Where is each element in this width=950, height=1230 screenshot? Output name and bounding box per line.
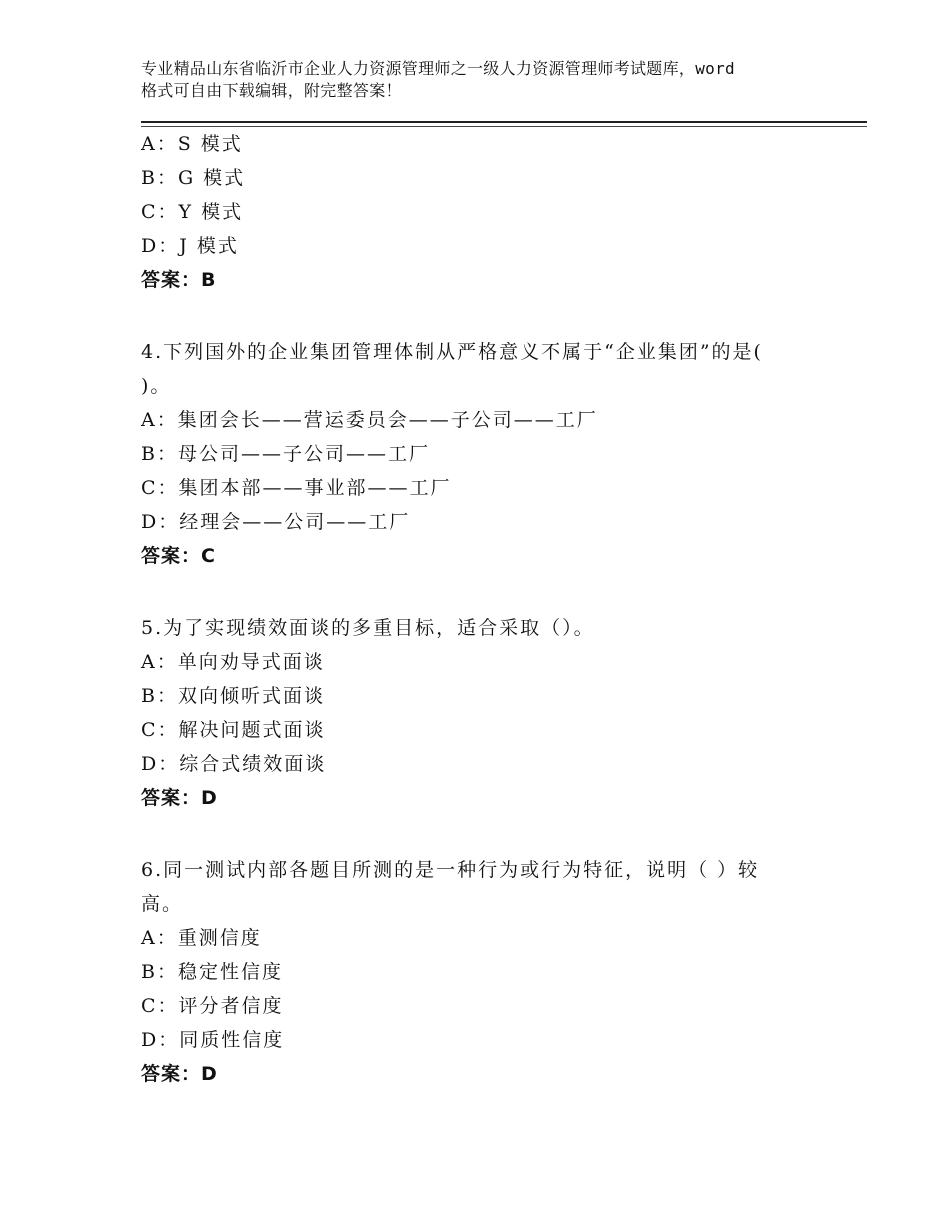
answer-label: 答案：B — [141, 269, 217, 291]
question-3 — [141, 127, 841, 297]
option-a: A：单向劝导式面谈 — [141, 651, 325, 673]
header-line-2: 格式可自由下载编辑，附完整答案！ — [141, 81, 402, 100]
document-content — [141, 127, 841, 1091]
question-5 — [141, 611, 841, 815]
question-stem-cont: 高。 — [141, 893, 184, 915]
option-a: A：S 模式 — [141, 133, 243, 155]
option-d: D：经理会——公司——工厂 — [141, 511, 411, 533]
question-stem: 4.下列国外的企业集团管理体制从严格意义不属于“企业集团”的是( — [141, 341, 763, 363]
option-b: B：稳定性信度 — [141, 961, 283, 983]
option-a: A：重测信度 — [141, 927, 262, 949]
answer-label: 答案：C — [141, 545, 216, 567]
answer-label: 答案：D — [141, 1063, 218, 1085]
header-line-1: 专业精品山东省临沂市企业人力资源管理师之一级人力资源管理师考试题库，word — [141, 59, 735, 78]
option-d: D：综合式绩效面谈 — [141, 753, 327, 775]
question-stem: 5.为了实现绩效面谈的多重目标，适合采取（）。 — [141, 617, 595, 639]
option-b: B：母公司——子公司——工厂 — [141, 443, 430, 465]
question-stem-cont: )。 — [141, 375, 172, 397]
question-4 — [141, 335, 841, 573]
header-divider-thick — [141, 121, 867, 123]
document-header — [141, 58, 831, 102]
option-c: C：集团本部——事业部——工厂 — [141, 477, 452, 499]
option-a: A：集团会长——营运委员会——子公司——工厂 — [141, 409, 598, 431]
option-d: D：同质性信度 — [141, 1029, 285, 1051]
question-stem: 6.同一测试内部各题目所测的是一种行为或行为特征，说明（ ）较 — [141, 859, 760, 881]
option-b: B：G 模式 — [141, 167, 246, 189]
question-6 — [141, 853, 841, 1091]
option-c: C：Y 模式 — [141, 201, 244, 223]
option-c: C：评分者信度 — [141, 995, 284, 1017]
answer-label: 答案：D — [141, 787, 218, 809]
option-d: D：J 模式 — [141, 235, 239, 257]
option-b: B：双向倾听式面谈 — [141, 685, 325, 707]
option-c: C：解决问题式面谈 — [141, 719, 326, 741]
